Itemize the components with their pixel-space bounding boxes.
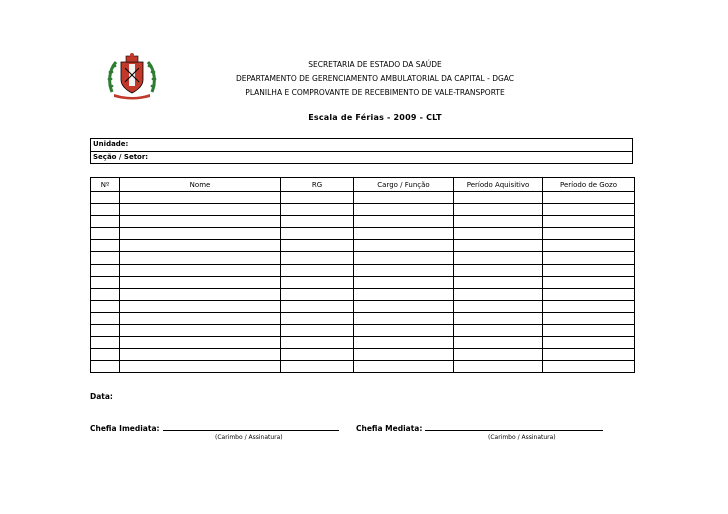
table-cell[interactable] [454,276,543,288]
table-cell[interactable] [354,325,454,337]
table-cell[interactable] [354,300,454,312]
vacation-schedule-table [90,177,635,373]
table-cell[interactable] [91,300,120,312]
chefia-imediata-signature-line[interactable] [163,422,339,431]
table-cell[interactable] [454,337,543,349]
state-coat-of-arms-icon [106,52,158,100]
table-cell[interactable] [354,276,454,288]
table-cell[interactable] [354,204,454,216]
table-cell[interactable] [454,288,543,300]
col-header-periodo-aquisitivo: Período Aquisitivo [454,178,543,192]
table-cell[interactable] [281,276,354,288]
col-header-numero: Nº [91,178,120,192]
table-cell[interactable] [281,325,354,337]
table-cell[interactable] [543,192,635,204]
table-cell[interactable] [120,264,281,276]
table-cell[interactable] [454,349,543,361]
table-row [91,240,635,252]
table-row [91,312,635,324]
table-cell[interactable] [91,312,120,324]
table-cell[interactable] [120,252,281,264]
table-cell[interactable] [281,264,354,276]
chefia-mediata-signature [356,422,603,433]
table-cell[interactable] [120,228,281,240]
table-cell[interactable] [354,252,454,264]
table-cell[interactable] [543,325,635,337]
table-cell[interactable] [454,216,543,228]
table-cell[interactable] [543,240,635,252]
table-cell[interactable] [543,252,635,264]
table-row [91,337,635,349]
table-cell[interactable] [91,252,120,264]
table-cell[interactable] [281,228,354,240]
table-cell[interactable] [120,349,281,361]
table-cell[interactable] [91,264,120,276]
table-cell[interactable] [354,312,454,324]
table-cell[interactable] [120,216,281,228]
document-header [175,58,575,100]
col-header-nome: Nome [120,178,281,192]
table-cell[interactable] [281,216,354,228]
table-cell[interactable] [91,192,120,204]
table-cell[interactable] [543,276,635,288]
table-cell[interactable] [354,349,454,361]
chefia-imediata-signature [90,422,339,433]
secao-field[interactable] [91,151,632,163]
table-cell[interactable] [120,337,281,349]
data-label: Data: [90,392,113,401]
table-cell[interactable] [354,337,454,349]
header-departamento: DEPARTAMENTO DE GERENCIAMENTO AMBULATORIAL DA CAPITAL - DGAC [235,74,515,83]
table-cell[interactable] [281,312,354,324]
header-planilha: PLANILHA E COMPROVANTE DE RECEBIMENTO DE VALE-TRANSPORTE [245,88,505,97]
table-cell[interactable] [281,361,354,373]
chefia-mediata-label: Chefia Mediata: [356,424,423,433]
table-cell[interactable] [120,276,281,288]
table-cell[interactable] [91,288,120,300]
table-cell[interactable] [543,312,635,324]
chefia-imediata-label: Chefia Imediata: [90,424,160,433]
table-cell[interactable] [91,204,120,216]
table-row [91,300,635,312]
table-row [91,192,635,204]
table-cell[interactable] [543,204,635,216]
table-cell[interactable] [281,288,354,300]
table-row [91,276,635,288]
table-cell[interactable] [281,204,354,216]
table-row [91,361,635,373]
table-cell[interactable] [354,288,454,300]
table-row [91,264,635,276]
table-cell[interactable] [120,192,281,204]
table-cell[interactable] [454,192,543,204]
secao-label: Seção / Setor: [93,153,149,161]
table-cell[interactable] [120,240,281,252]
table-cell[interactable] [454,361,543,373]
table-cell[interactable] [91,216,120,228]
table-cell[interactable] [120,312,281,324]
carimbo-right: (Carimbo / Assinatura) [488,434,556,441]
table-cell[interactable] [91,361,120,373]
table-cell[interactable] [543,300,635,312]
document-subtitle: Escala de Férias - 2009 - CLT [308,113,442,122]
table-row [91,228,635,240]
chefia-mediata-signature-line[interactable] [425,422,603,431]
table-cell[interactable] [454,204,543,216]
unit-info-box [90,138,633,164]
table-cell[interactable] [281,337,354,349]
table-cell[interactable] [454,300,543,312]
table-cell[interactable] [91,240,120,252]
table-cell[interactable] [281,192,354,204]
col-header-rg: RG [281,178,354,192]
table-cell[interactable] [120,300,281,312]
table-cell[interactable] [91,325,120,337]
unidade-field[interactable] [91,139,632,151]
table-cell[interactable] [454,264,543,276]
table-cell[interactable] [91,228,120,240]
table-cell[interactable] [543,337,635,349]
table-row [91,204,635,216]
unidade-label: Unidade: [93,140,129,148]
table-row [91,288,635,300]
carimbo-left: (Carimbo / Assinatura) [215,434,283,441]
table-cell[interactable] [354,216,454,228]
table-cell[interactable] [281,349,354,361]
table-cell[interactable] [354,361,454,373]
table-cell[interactable] [543,288,635,300]
table-row [91,216,635,228]
table-row [91,252,635,264]
table-cell[interactable] [454,312,543,324]
table-cell[interactable] [91,276,120,288]
table-cell[interactable] [454,252,543,264]
table-cell[interactable] [354,228,454,240]
table-cell[interactable] [543,216,635,228]
table-cell[interactable] [281,240,354,252]
table-cell[interactable] [354,264,454,276]
col-header-periodo-gozo: Período de Gozo [543,178,635,192]
table-row [91,349,635,361]
table-cell[interactable] [543,228,635,240]
table-cell[interactable] [543,349,635,361]
header-secretaria: SECRETARIA DE ESTADO DA SAÚDE [308,60,442,69]
table-body [91,192,635,373]
table-cell[interactable] [91,349,120,361]
table-cell[interactable] [120,204,281,216]
table-cell[interactable] [354,192,454,204]
table-cell[interactable] [454,228,543,240]
table-cell[interactable] [543,264,635,276]
table-cell[interactable] [120,325,281,337]
table-cell[interactable] [543,361,635,373]
table-header-row [91,178,635,192]
table-cell[interactable] [454,325,543,337]
table-cell[interactable] [91,337,120,349]
col-header-cargo: Cargo / Função [354,178,454,192]
table-cell[interactable] [454,240,543,252]
table-row [91,325,635,337]
table-cell[interactable] [120,288,281,300]
table-cell[interactable] [354,240,454,252]
table-cell[interactable] [281,300,354,312]
table-cell[interactable] [120,361,281,373]
table-cell[interactable] [281,252,354,264]
